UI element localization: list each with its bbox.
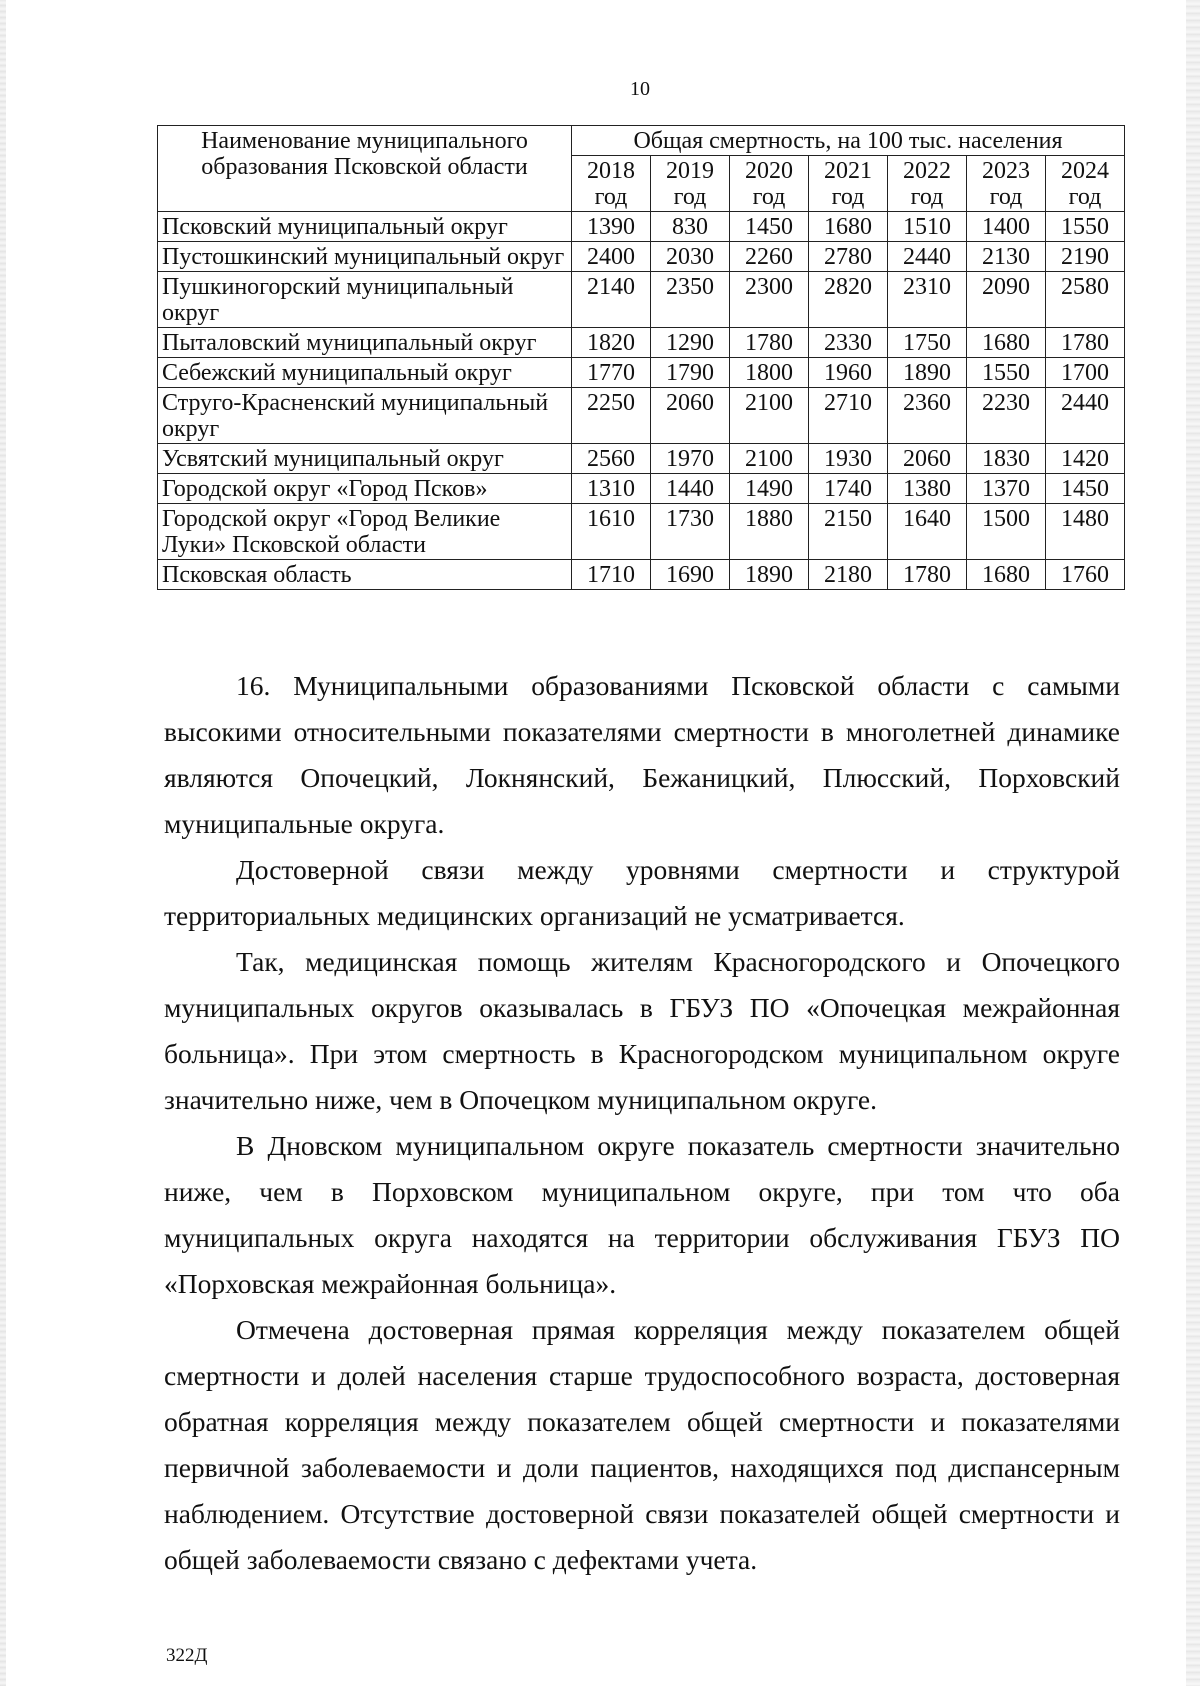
municipality-name: Усвятский муниципальный округ bbox=[158, 444, 572, 474]
scan-edge-left bbox=[0, 0, 6, 1686]
mortality-value: 2580 bbox=[1046, 272, 1125, 328]
mortality-value: 1930 bbox=[809, 444, 888, 474]
mortality-value: 2780 bbox=[809, 242, 888, 272]
mortality-value: 2440 bbox=[1046, 388, 1125, 444]
table-row bbox=[158, 272, 1125, 328]
mortality-value: 2310 bbox=[888, 272, 967, 328]
year-header: 2024 год bbox=[1046, 156, 1125, 212]
municipality-column-header: Наименование муниципального образования Псковской области bbox=[158, 126, 572, 212]
table-row bbox=[158, 504, 1125, 560]
year-header: 2020 год bbox=[730, 156, 809, 212]
mortality-value: 1550 bbox=[967, 358, 1046, 388]
paragraph: Так, медицинская помощь жителям Красногородского и Опочецкого муниципальных округов оказывалась в ГБУЗ ПО «Опочецкая межрайонная больница». При этом смертность в Красногородском муниципальном округе значительно ниже, чем в Опочецком муниципальном округе. bbox=[164, 946, 1120, 1115]
municipality-name: Псковская область bbox=[158, 560, 572, 590]
mortality-group-header: Общая смертность, на 100 тыс. населения bbox=[572, 126, 1125, 156]
mortality-value: 1440 bbox=[651, 474, 730, 504]
mortality-value: 1310 bbox=[572, 474, 651, 504]
mortality-value: 1830 bbox=[967, 444, 1046, 474]
mortality-value: 2100 bbox=[730, 444, 809, 474]
mortality-value: 2030 bbox=[651, 242, 730, 272]
mortality-value: 2180 bbox=[809, 560, 888, 590]
mortality-value: 2060 bbox=[651, 388, 730, 444]
year-header: 2023 год bbox=[967, 156, 1046, 212]
mortality-value: 1380 bbox=[888, 474, 967, 504]
mortality-value: 1780 bbox=[730, 328, 809, 358]
mortality-value: 1760 bbox=[1046, 560, 1125, 590]
mortality-value: 1550 bbox=[1046, 212, 1125, 242]
mortality-value: 2130 bbox=[967, 242, 1046, 272]
year-header: 2021 год bbox=[809, 156, 888, 212]
document-code: 322Д bbox=[166, 1645, 208, 1666]
mortality-value: 1790 bbox=[651, 358, 730, 388]
mortality-value: 1740 bbox=[809, 474, 888, 504]
municipality-name: Пушкиногорский муниципальный округ bbox=[158, 272, 572, 328]
mortality-value: 2230 bbox=[967, 388, 1046, 444]
table-row bbox=[158, 388, 1125, 444]
paragraph: Отмечена достоверная прямая корреляция между показателем общей смертности и долей населения старше трудоспособного возраста, достоверная обратная корреляция между показателем общей смертности и показателями первичной заболеваемости и доли пациентов, находящихся под диспансерным наблюдением. Отсутствие достоверной связи показателей общей смертности и общей заболеваемости связано с дефектами учета. bbox=[164, 1314, 1120, 1575]
mortality-value: 1390 bbox=[572, 212, 651, 242]
mortality-value: 1970 bbox=[651, 444, 730, 474]
mortality-value: 2330 bbox=[809, 328, 888, 358]
mortality-value: 2140 bbox=[572, 272, 651, 328]
mortality-value: 1500 bbox=[967, 504, 1046, 560]
mortality-value: 1490 bbox=[730, 474, 809, 504]
table-row bbox=[158, 328, 1125, 358]
mortality-value: 830 bbox=[651, 212, 730, 242]
mortality-value: 1770 bbox=[572, 358, 651, 388]
municipality-name: Пустошкинский муниципальный округ bbox=[158, 242, 572, 272]
municipality-name: Себежский муниципальный округ bbox=[158, 358, 572, 388]
body-text bbox=[164, 663, 1120, 1583]
mortality-value: 2150 bbox=[809, 504, 888, 560]
mortality-value: 2360 bbox=[888, 388, 967, 444]
mortality-value: 2560 bbox=[572, 444, 651, 474]
mortality-value: 1680 bbox=[967, 560, 1046, 590]
mortality-value: 2190 bbox=[1046, 242, 1125, 272]
mortality-value: 1480 bbox=[1046, 504, 1125, 560]
scan-edge-right bbox=[1186, 0, 1200, 1686]
mortality-value: 2400 bbox=[572, 242, 651, 272]
mortality-value: 1890 bbox=[730, 560, 809, 590]
mortality-value: 1890 bbox=[888, 358, 967, 388]
table-header-row bbox=[158, 126, 1125, 156]
mortality-value: 1640 bbox=[888, 504, 967, 560]
mortality-value: 1420 bbox=[1046, 444, 1125, 474]
mortality-value: 1820 bbox=[572, 328, 651, 358]
mortality-value: 1290 bbox=[651, 328, 730, 358]
municipality-name: Городской округ «Город Псков» bbox=[158, 474, 572, 504]
municipality-name: Струго-Красненский муниципальный округ bbox=[158, 388, 572, 444]
table-row bbox=[158, 358, 1125, 388]
table-row bbox=[158, 242, 1125, 272]
table-row bbox=[158, 212, 1125, 242]
paragraph: Достоверной связи между уровнями смертности и структурой территориальных медицинских организаций не усматривается. bbox=[164, 854, 1120, 931]
mortality-value: 1450 bbox=[1046, 474, 1125, 504]
mortality-value: 2250 bbox=[572, 388, 651, 444]
mortality-value: 1800 bbox=[730, 358, 809, 388]
mortality-value: 2350 bbox=[651, 272, 730, 328]
mortality-value: 1750 bbox=[888, 328, 967, 358]
mortality-value: 1880 bbox=[730, 504, 809, 560]
paragraph: 16. Муниципальными образованиями Псковской области с самыми высокими относительными показателями смертности в многолетней динамике являются Опочецкий, Локнянский, Бежаницкий, Плюсский, Порховский муниципальные округа. bbox=[164, 670, 1120, 839]
mortality-value: 1610 bbox=[572, 504, 651, 560]
mortality-value: 2060 bbox=[888, 444, 967, 474]
mortality-value: 1510 bbox=[888, 212, 967, 242]
mortality-value: 1680 bbox=[809, 212, 888, 242]
mortality-table bbox=[157, 125, 1125, 590]
municipality-name: Городской округ «Город Великие Луки» Псковской области bbox=[158, 504, 572, 560]
mortality-value: 1780 bbox=[888, 560, 967, 590]
table-row bbox=[158, 474, 1125, 504]
mortality-value: 1400 bbox=[967, 212, 1046, 242]
municipality-name: Пыталовский муниципальный округ bbox=[158, 328, 572, 358]
paragraph: В Дновском муниципальном округе показатель смертности значительно ниже, чем в Порховском муниципальном округе, при том что оба муниципальных округа находятся на территории обслуживания ГБУЗ ПО «Порховская межрайонная больница». bbox=[164, 1130, 1120, 1299]
mortality-value: 1450 bbox=[730, 212, 809, 242]
page-number: 10 bbox=[630, 78, 650, 100]
mortality-value: 1370 bbox=[967, 474, 1046, 504]
mortality-value: 2440 bbox=[888, 242, 967, 272]
mortality-value: 2090 bbox=[967, 272, 1046, 328]
mortality-value: 1710 bbox=[572, 560, 651, 590]
year-header: 2022 год bbox=[888, 156, 967, 212]
mortality-value: 1780 bbox=[1046, 328, 1125, 358]
mortality-value: 1690 bbox=[651, 560, 730, 590]
mortality-value: 2820 bbox=[809, 272, 888, 328]
year-header: 2018 год bbox=[572, 156, 651, 212]
mortality-value: 2100 bbox=[730, 388, 809, 444]
mortality-value: 1730 bbox=[651, 504, 730, 560]
mortality-value: 2710 bbox=[809, 388, 888, 444]
mortality-value: 2300 bbox=[730, 272, 809, 328]
table-row bbox=[158, 560, 1125, 590]
mortality-value: 2260 bbox=[730, 242, 809, 272]
mortality-value: 1700 bbox=[1046, 358, 1125, 388]
year-header: 2019 год bbox=[651, 156, 730, 212]
mortality-value: 1960 bbox=[809, 358, 888, 388]
table-row bbox=[158, 444, 1125, 474]
municipality-name: Псковский муниципальный округ bbox=[158, 212, 572, 242]
mortality-value: 1680 bbox=[967, 328, 1046, 358]
